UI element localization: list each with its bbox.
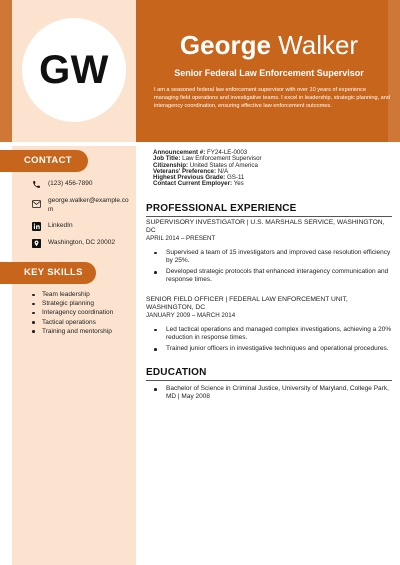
skill-item: Training and mentorship (32, 327, 132, 336)
skill-item: Team leadership (32, 290, 132, 299)
field-citizenship: Citizenship: United States of America (153, 161, 258, 169)
job-bullet: Led tactical operations and managed complex investigations, achieving a 20% reduction in response times. (152, 326, 392, 343)
job-header: SUPERVISORY INVESTIGATOR | U.S. MARSHALS SERVICE, WASHINGTON, DC (146, 219, 385, 234)
job-bullet: Trained junior officers in investigative techniques and operational procedures. (152, 345, 392, 353)
field-highest-grade: Highest Previous Grade: GS-11 (153, 174, 245, 182)
first-name: George (179, 30, 271, 60)
phone-icon (30, 180, 42, 189)
field-veterans-preference: Veterans' Preference: N/A (153, 167, 229, 175)
location-icon (30, 239, 42, 248)
skills-list (32, 290, 132, 336)
experience-rule (146, 216, 392, 217)
envelope-icon (30, 200, 42, 208)
candidate-name (146, 30, 392, 61)
linkedin-icon (30, 222, 42, 231)
application-fields (153, 150, 393, 188)
field-announcement: Announcement #: FY24-LE-0003 (153, 149, 248, 156)
education-item: Bachelor of Science in Criminal Justice, University of Maryland, College Park, MD | May 2008 (152, 385, 392, 402)
education-list (146, 385, 392, 405)
contact-heading: CONTACT (0, 150, 88, 172)
linkedin-link[interactable]: LinkedIn (48, 222, 73, 229)
job-bullets (152, 326, 392, 354)
avatar (22, 18, 126, 122)
job-bullets (152, 249, 392, 285)
skill-item: Strategic planning (32, 299, 132, 308)
contact-linkedin[interactable] (30, 222, 132, 231)
skills-heading: KEY SKILLS (0, 262, 96, 284)
candidate-title: Senior Federal Law Enforcement Supervisor (174, 68, 364, 78)
contact-email[interactable] (30, 197, 132, 214)
last-name: Walker (278, 30, 359, 60)
job-header: SENIOR FIELD OFFICER | FEDERAL LAW ENFORCEMENT UNIT, WASHINGTON, DC (146, 296, 348, 311)
location-text: Washington, DC 20002 (48, 239, 115, 246)
education-rule (146, 380, 392, 381)
header-left-stripe (0, 0, 12, 142)
skill-item: Tactical operations (32, 318, 132, 327)
job-dates: APRIL 2014 – PRESENT (146, 235, 216, 242)
field-contact-employer: Contact Current Employer: Yes (153, 180, 244, 188)
phone-number: (123) 456-7890 (48, 180, 93, 187)
education-heading: EDUCATION (146, 367, 207, 378)
job-dates: JANUARY 2009 – MARCH 2014 (146, 312, 236, 319)
contact-location (30, 239, 132, 248)
job-bullet: Supervised a team of 15 investigators and improved case resolution efficiency by 25%. (152, 249, 392, 266)
contact-phone (30, 180, 132, 189)
experience-heading: PROFESSIONAL EXPERIENCE (146, 203, 297, 214)
avatar-initials: GW (39, 47, 109, 92)
job-bullet: Developed strategic protocols that enhanced interagency communication and response times. (152, 268, 392, 285)
email-address[interactable]: george.walker@example.com (48, 197, 129, 213)
field-job-title: Job Title: Law Enforcement Supervisor (153, 155, 262, 163)
skill-item: Interagency coordination (32, 308, 132, 317)
summary: I am a seasoned federal law enforcement supervisor with over 10 years of experience managing field operations and investigative teams. I excel in leadership, strategic planning, and interagency coordination, ensuring effective law enforcement outcomes. (154, 87, 391, 109)
job-entry (146, 219, 392, 288)
job-entry (146, 296, 392, 356)
